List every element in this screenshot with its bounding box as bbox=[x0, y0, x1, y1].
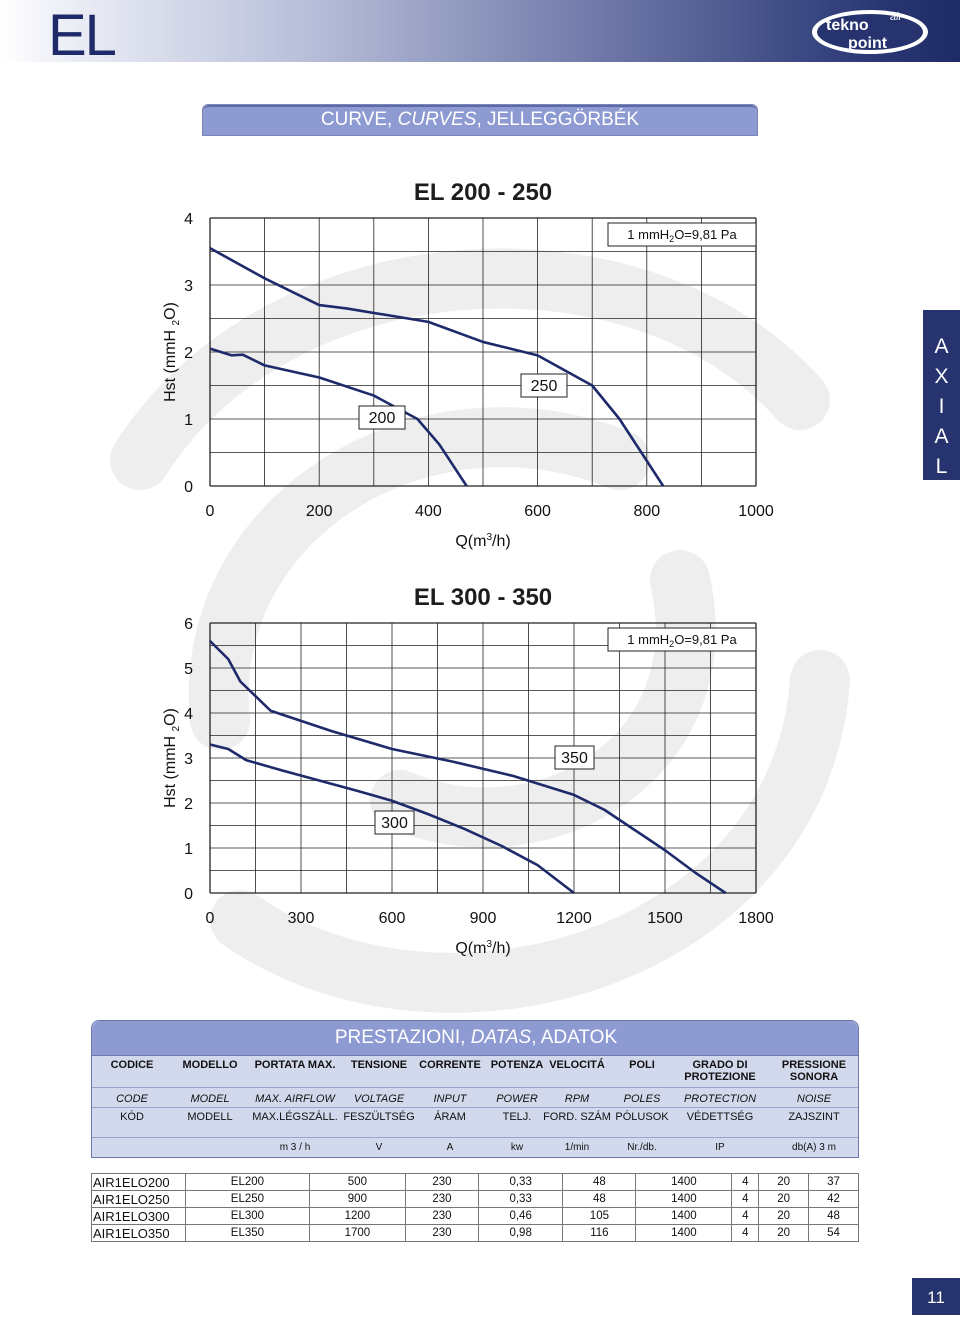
header-cell-en: MODEL bbox=[190, 1093, 230, 1105]
x-axis-label: $Q(m^3/h)$ bbox=[455, 532, 511, 550]
header-cell-it: CODICE bbox=[110, 1059, 154, 1071]
header-divider bbox=[92, 1087, 858, 1088]
x-tick-label: 1800 bbox=[738, 910, 774, 927]
table-cell: 105 bbox=[563, 1208, 636, 1225]
table-cell: 20 bbox=[759, 1174, 809, 1191]
header-cell-hu: FESZÜLTSÉG bbox=[343, 1111, 415, 1123]
performance-title: PRESTAZIONI, DATAS, ADATOK bbox=[334, 1027, 618, 1048]
table-cell: 37 bbox=[809, 1174, 859, 1191]
header-cell-unit: 1/min bbox=[564, 1142, 590, 1153]
side-tab-letter: X bbox=[934, 365, 949, 388]
performance-data-table bbox=[91, 1173, 859, 1242]
logo-text-air: air bbox=[890, 11, 903, 23]
table-cell: AIR1ELO250 bbox=[92, 1191, 186, 1208]
x-tick-label: 0 bbox=[205, 910, 215, 927]
series-line-350 bbox=[210, 641, 726, 893]
table-cell: 230 bbox=[405, 1191, 478, 1208]
header-cell-it: POTENZA bbox=[490, 1059, 544, 1071]
table-row bbox=[92, 1191, 859, 1208]
unit-note: 1 mmH$_2$O=9,81 Pa bbox=[627, 227, 737, 244]
x-tick-label: 200 bbox=[305, 503, 333, 520]
table-cell: 20 bbox=[759, 1191, 809, 1208]
header-cell-hu: ÁRAM bbox=[434, 1111, 466, 1123]
tekno-point-air-logo bbox=[808, 2, 944, 58]
header-cell-it: VELOCITÁ bbox=[549, 1059, 605, 1071]
table-cell: EL350 bbox=[186, 1225, 310, 1242]
header-cell-en: POLES bbox=[623, 1093, 661, 1105]
table-cell: 1400 bbox=[636, 1225, 732, 1242]
y-tick-label: 2 bbox=[184, 345, 193, 362]
page-number: 11 bbox=[912, 1278, 960, 1315]
y-tick-label: 3 bbox=[184, 751, 193, 768]
curves-banner-title: CURVE, CURVES, JELLEGGÖRBÉK bbox=[320, 109, 640, 130]
header-cell-en: CODE bbox=[116, 1093, 148, 1105]
y-tick-label: 2 bbox=[184, 796, 193, 813]
table-cell: 230 bbox=[405, 1225, 478, 1242]
table-cell: EL200 bbox=[186, 1174, 310, 1191]
y-tick-label: 4 bbox=[184, 211, 193, 228]
header-cell-unit: IP bbox=[715, 1142, 725, 1153]
table-cell: 1700 bbox=[309, 1225, 405, 1242]
table-cell: 48 bbox=[563, 1174, 636, 1191]
series-label: 200 bbox=[368, 410, 396, 427]
table-cell: 230 bbox=[405, 1208, 478, 1225]
y-axis-label: Hst (mmH $_2$O) bbox=[162, 708, 182, 808]
header-cell-en: PROTECTION bbox=[683, 1093, 757, 1105]
table-cell: 0,33 bbox=[478, 1191, 563, 1208]
header-cell-en: VOLTAGE bbox=[353, 1093, 405, 1105]
x-tick-label: 900 bbox=[469, 910, 497, 927]
header-cell-en: POWER bbox=[496, 1093, 538, 1105]
y-axis-label: Hst (mmH $_2$O) bbox=[162, 302, 182, 402]
side-tab-letter: A bbox=[934, 335, 949, 358]
table-cell: 48 bbox=[563, 1191, 636, 1208]
series-label: 300 bbox=[381, 815, 408, 832]
header-cell-unit: m 3 / h bbox=[279, 1142, 311, 1153]
header-cell-hu: TELJ. bbox=[502, 1111, 532, 1123]
x-axis-label: $Q(m^3/h)$ bbox=[455, 939, 511, 957]
table-cell: 4 bbox=[732, 1191, 759, 1208]
table-cell: 4 bbox=[732, 1174, 759, 1191]
header-cell-hu: ZAJSZINT bbox=[788, 1111, 840, 1123]
y-tick-label: 6 bbox=[184, 616, 193, 633]
logo-text-bottom: point bbox=[848, 35, 888, 52]
table-cell: 54 bbox=[809, 1225, 859, 1242]
table-cell: 20 bbox=[759, 1225, 809, 1242]
table-cell: 4 bbox=[732, 1208, 759, 1225]
table-cell: EL300 bbox=[186, 1208, 310, 1225]
table-cell: 0,33 bbox=[478, 1174, 563, 1191]
header-cell-it: POLI bbox=[629, 1059, 655, 1071]
side-tab-letter: A bbox=[934, 425, 949, 448]
header-cell-en: MAX. AIRFLOW bbox=[255, 1093, 335, 1105]
x-tick-label: 1500 bbox=[647, 910, 683, 927]
y-tick-label: 0 bbox=[184, 479, 193, 496]
table-cell: 500 bbox=[309, 1174, 405, 1191]
header-cell-unit: Nr./db. bbox=[627, 1142, 657, 1153]
x-tick-label: 400 bbox=[415, 503, 442, 520]
table-cell: AIR1ELO300 bbox=[92, 1208, 186, 1225]
header-cell-hu: PÓLUSOK bbox=[615, 1111, 669, 1123]
header-cell-it: GRADO DI PROTEZIONE bbox=[684, 1059, 756, 1083]
table-cell: 230 bbox=[405, 1174, 478, 1191]
unit-note: 1 mmH$_2$O=9,81 Pa bbox=[627, 632, 737, 649]
chart-title: EL 300 - 350 bbox=[413, 584, 553, 611]
table-cell: 1400 bbox=[636, 1208, 732, 1225]
table-cell: 1400 bbox=[636, 1191, 732, 1208]
header-cell-it: PRESSIONE SONORA bbox=[781, 1059, 847, 1083]
table-cell: 48 bbox=[809, 1208, 859, 1225]
table-cell: 0,46 bbox=[478, 1208, 563, 1225]
chart-title: EL 200 - 250 bbox=[413, 179, 553, 206]
side-tab-letter: L bbox=[935, 455, 948, 478]
x-tick-label: 0 bbox=[205, 503, 215, 520]
table-cell: EL250 bbox=[186, 1191, 310, 1208]
y-tick-label: 4 bbox=[184, 706, 193, 723]
x-tick-label: 300 bbox=[287, 910, 315, 927]
table-row bbox=[92, 1208, 859, 1225]
side-tab-letter: I bbox=[938, 395, 945, 418]
table-cell: 20 bbox=[759, 1208, 809, 1225]
y-tick-label: 5 bbox=[184, 661, 193, 678]
header-cell-unit: A bbox=[446, 1142, 454, 1153]
x-tick-label: 1000 bbox=[738, 503, 774, 520]
header-cell-hu: MODELL bbox=[187, 1111, 233, 1123]
table-row bbox=[92, 1174, 859, 1191]
header-cell-en: INPUT bbox=[433, 1093, 467, 1105]
x-tick-label: 600 bbox=[378, 910, 406, 927]
header-cell-hu: FORD. SZÁM bbox=[543, 1111, 611, 1123]
chart-el-300-350 bbox=[150, 575, 810, 960]
page-title: EL bbox=[48, 3, 115, 68]
table-cell: AIR1ELO200 bbox=[92, 1174, 186, 1191]
y-tick-label: 1 bbox=[184, 412, 193, 429]
header-cell-it: PORTATA MAX. bbox=[254, 1059, 336, 1071]
y-tick-label: 1 bbox=[184, 841, 193, 858]
table-cell: 42 bbox=[809, 1191, 859, 1208]
header-cell-hu: MAX.LÉGSZÁLL. bbox=[252, 1111, 338, 1123]
table-cell: 900 bbox=[309, 1191, 405, 1208]
performance-header-block bbox=[91, 1020, 859, 1158]
header-cell-unit: db(A) 3 m bbox=[792, 1142, 836, 1153]
series-label: 350 bbox=[561, 750, 588, 767]
header-cell-it: MODELLO bbox=[182, 1059, 238, 1071]
chart-el-200-250 bbox=[150, 170, 810, 560]
table-cell: 1400 bbox=[636, 1174, 732, 1191]
table-cell: 0,98 bbox=[478, 1225, 563, 1242]
header-cell-en: NOISE bbox=[796, 1093, 832, 1105]
header-cell-unit: V bbox=[375, 1142, 383, 1153]
curves-section-banner bbox=[202, 104, 758, 136]
x-tick-label: 1200 bbox=[556, 910, 592, 927]
table-cell: 4 bbox=[732, 1225, 759, 1242]
x-tick-label: 600 bbox=[524, 503, 551, 520]
header-cell-hu: VÉDETTSÉG bbox=[686, 1111, 754, 1123]
header-divider bbox=[92, 1107, 858, 1108]
table-cell: AIR1ELO350 bbox=[92, 1225, 186, 1242]
header-cell-hu: KÓD bbox=[120, 1111, 144, 1123]
table-row bbox=[92, 1225, 859, 1242]
table-cell: 116 bbox=[563, 1225, 636, 1242]
series-label: 250 bbox=[530, 378, 558, 395]
header-cell-it: TENSIONE bbox=[350, 1059, 408, 1071]
side-category-tab bbox=[923, 310, 960, 480]
y-tick-label: 0 bbox=[184, 886, 193, 903]
x-tick-label: 800 bbox=[633, 503, 661, 520]
header-cell-en: RPM bbox=[564, 1093, 590, 1105]
logo-text-top: tekno bbox=[826, 17, 869, 34]
y-tick-label: 3 bbox=[184, 278, 193, 295]
header-cell-unit: kw bbox=[510, 1142, 524, 1153]
table-cell: 1200 bbox=[309, 1208, 405, 1225]
header-cell-it: CORRENTE bbox=[419, 1059, 481, 1071]
header-divider bbox=[92, 1137, 858, 1138]
